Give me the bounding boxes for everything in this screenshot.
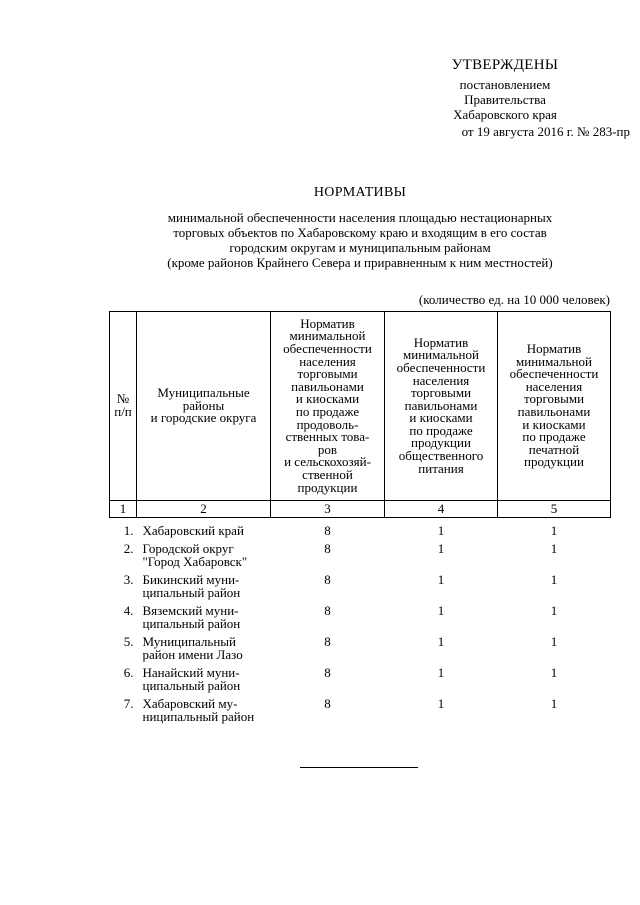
row-number: 7.: [123, 696, 134, 711]
approval-line-2: Правительства: [464, 92, 546, 107]
column-number-row: [110, 501, 611, 518]
row-name: Городской округ "Город Хабаровск": [142, 541, 248, 569]
document-subtitle-4: (кроме районов Крайнего Севера и приравненным к ним местностей): [167, 255, 553, 270]
row-value-print: 1: [550, 665, 558, 680]
row-value-food: 8: [324, 634, 331, 649]
approval-line-3: Хабаровского края: [453, 107, 557, 122]
header-cell: № п/п: [110, 312, 137, 501]
norms-table: [109, 311, 611, 728]
document-subtitle-1: минимальной обеспеченности населения площадью нестационарных: [167, 210, 553, 225]
approval-block: [380, 58, 630, 139]
row-value-print: 1: [550, 634, 558, 649]
table-row: [110, 524, 611, 542]
header-cell: Норматив минимальной обеспеченности населения торговыми павильонами и киосками по продаже продукции общественного питания: [385, 312, 498, 501]
table-header-row: [110, 312, 611, 501]
header-cell: Норматив минимальной обеспеченности населения торговыми павильонами и киосками по продаже продоволь- ственных това- ров и сельскохозяй- ственной продукции: [271, 312, 385, 501]
header-cell: Норматив минимальной обеспеченности населения торговыми павильонами и киосками по продаже печатной продукции: [498, 312, 611, 501]
row-number: 3.: [123, 572, 134, 587]
header-cell: Муниципальные районы и городские округа: [137, 312, 271, 501]
column-number: 3: [271, 501, 385, 518]
row-value-catering: 1: [437, 665, 445, 680]
row-value-food: 8: [324, 665, 331, 680]
column-number: 2: [137, 501, 271, 518]
table-row: [110, 635, 611, 666]
row-number: 2.: [123, 541, 134, 556]
row-value-print: 1: [550, 572, 558, 587]
row-number: 5.: [123, 634, 134, 649]
table-row: [110, 542, 611, 573]
column-number: 1: [110, 501, 137, 518]
row-value-catering: 1: [437, 523, 445, 538]
row-value-food: 8: [324, 572, 331, 587]
row-name: Хабаровский му- ниципальный район: [142, 696, 255, 724]
row-name: Муниципальный район имени Лазо: [142, 634, 243, 662]
row-name: Хабаровский край: [142, 523, 244, 538]
column-number: 4: [385, 501, 498, 518]
approval-line-1: постановлением: [459, 77, 551, 92]
row-name: Бикинский муни- ципальный район: [142, 572, 241, 600]
row-number: 6.: [123, 665, 134, 680]
row-value-print: 1: [550, 523, 558, 538]
table-row: [110, 666, 611, 697]
row-value-catering: 1: [437, 572, 445, 587]
row-value-catering: 1: [437, 696, 445, 711]
row-value-food: 8: [324, 603, 331, 618]
row-value-catering: 1: [437, 634, 445, 649]
closing-rule: [300, 767, 418, 768]
row-value-food: 8: [324, 696, 331, 711]
table-row: [110, 697, 611, 728]
document-subtitle-2: торговых объектов по Хабаровскому краю и входящим в его состав: [173, 225, 547, 240]
row-name: Нанайский муни- ципальный район: [142, 665, 241, 693]
row-value-print: 1: [550, 603, 558, 618]
table-row: [110, 604, 611, 635]
document-title: НОРМАТИВЫ: [313, 185, 407, 200]
row-value-food: 8: [324, 541, 331, 556]
approval-date: от 19 августа 2016 г. № 283-пр: [461, 124, 630, 139]
row-value-print: 1: [550, 696, 558, 711]
row-number: 4.: [123, 603, 134, 618]
column-number: 5: [498, 501, 611, 518]
table-row: [110, 573, 611, 604]
document-subtitle-3: городским округам и муниципальным районам: [229, 240, 491, 255]
row-value-print: 1: [550, 541, 558, 556]
row-number: 1.: [123, 523, 134, 538]
row-value-food: 8: [324, 523, 331, 538]
document-title-block: [110, 185, 610, 270]
row-name: Вяземский муни- ципальный район: [142, 603, 241, 631]
units-note: (количество ед. на 10 000 человек): [418, 292, 610, 307]
row-value-catering: 1: [437, 541, 445, 556]
row-value-catering: 1: [437, 603, 445, 618]
approval-heading: УТВЕРЖДЕНЫ: [451, 57, 559, 73]
